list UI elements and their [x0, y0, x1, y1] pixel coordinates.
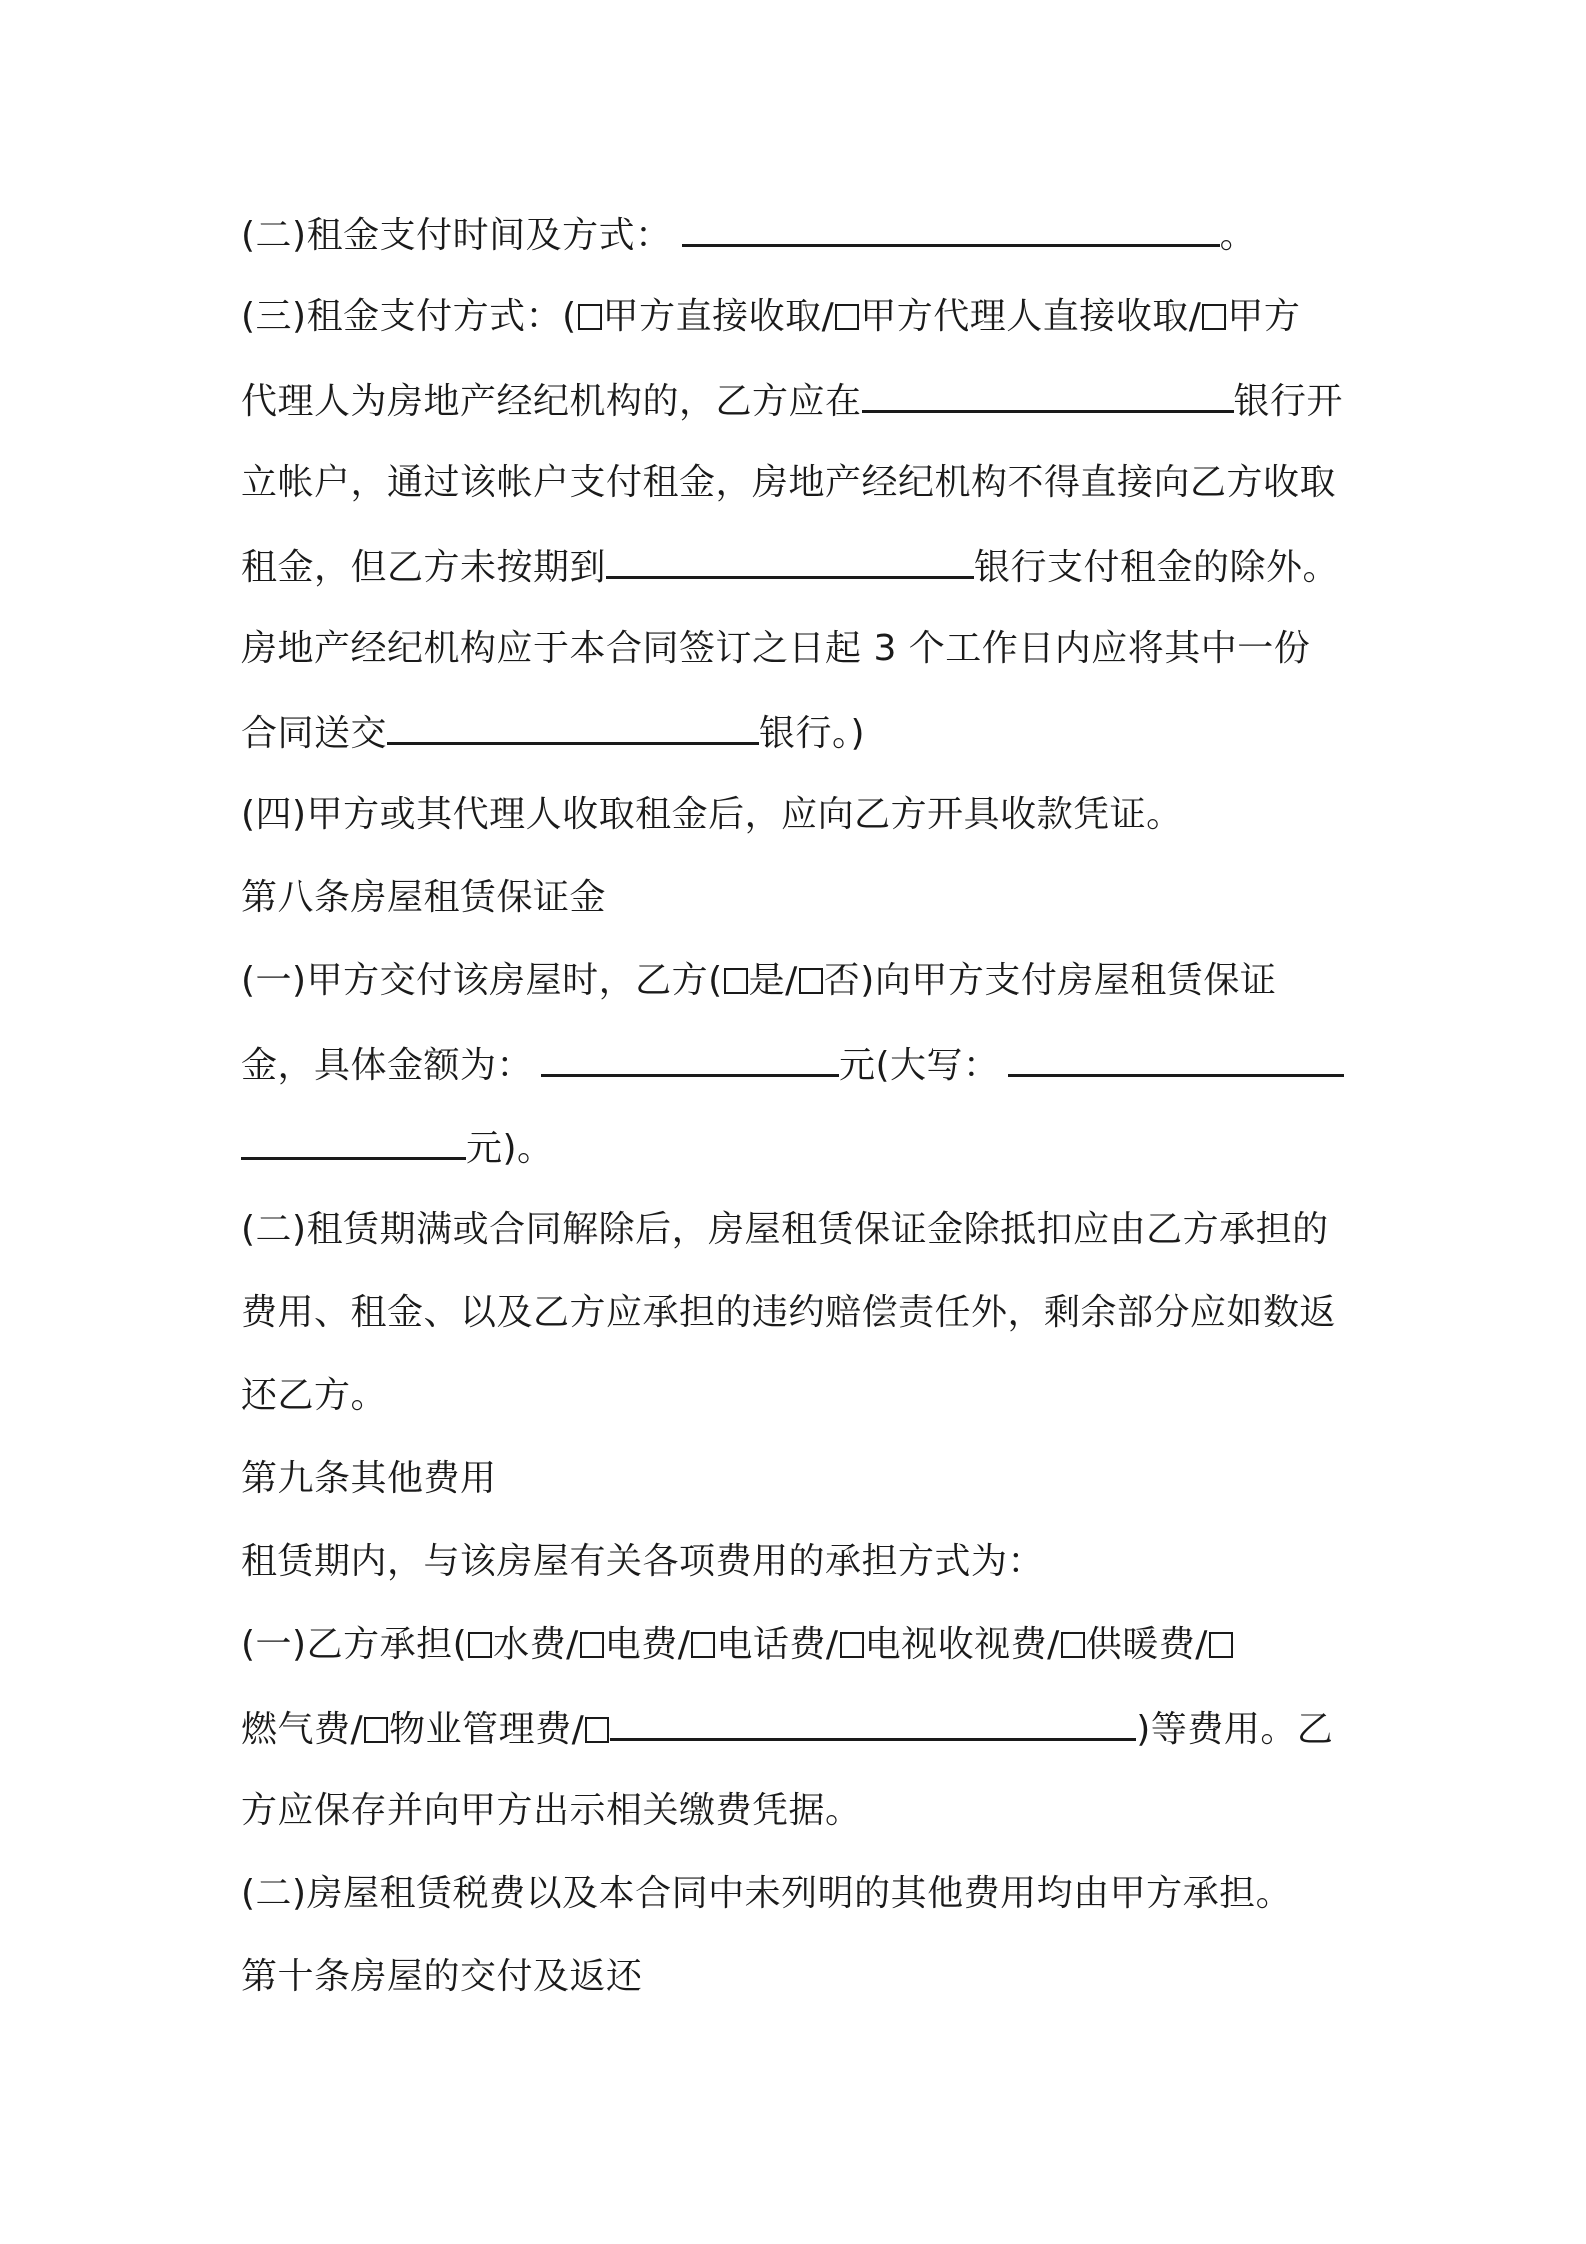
text-span: 方应保存并向甲方出示相关缴费凭据。: [241, 1790, 862, 1831]
fill-in-blank[interactable]: [241, 1123, 466, 1160]
text-line: [241, 791, 1361, 839]
text-span: 第八条房屋租赁保证金: [241, 877, 607, 918]
checkbox[interactable]: [468, 1632, 492, 1658]
text-span: 租赁期内，与该房屋有关各项费用的承担方式为：: [241, 1541, 1045, 1582]
text-line: [241, 1206, 1361, 1254]
text-span: 合同送交: [241, 713, 388, 754]
text-span: 还乙方。: [241, 1375, 388, 1416]
text-span: 燃气费/: [241, 1709, 364, 1750]
text-span: (四)甲方或其代理人收取租金后，应向乙方开具收款凭证。: [241, 794, 1183, 835]
checkbox[interactable]: [799, 968, 823, 994]
fill-in-blank[interactable]: [610, 1704, 1136, 1741]
fill-in-blank[interactable]: [862, 376, 1234, 413]
text-span: 银行。): [759, 713, 866, 754]
text-line: [241, 1123, 1361, 1173]
text-line: [241, 459, 1361, 507]
text-line: [241, 957, 1361, 1005]
text-span: 金，具体金额为：: [241, 1045, 534, 1086]
text-span: (三)租金支付方式：(: [241, 296, 577, 337]
checkbox[interactable]: [691, 1632, 715, 1658]
text-span: (二)租赁期满或合同解除后，房屋租赁保证金除抵扣应由乙方承担的: [241, 1209, 1329, 1250]
text-span: 费用、租金、以及乙方应承担的违约赔偿责任外，剩余部分应如数返: [241, 1292, 1337, 1333]
text-span: 立帐户，通过该帐户支付租金，房地产经纪机构不得直接向乙方收取: [241, 462, 1337, 503]
text-span: 水费/: [493, 1624, 579, 1665]
text-line: [241, 1870, 1361, 1918]
fill-in-blank[interactable]: [1008, 1040, 1344, 1077]
text-span: 甲方直接收取/: [602, 296, 835, 337]
text-span: 甲方代理人直接收取/: [860, 296, 1202, 337]
checkbox[interactable]: [1202, 304, 1226, 330]
fill-in-blank[interactable]: [606, 542, 974, 579]
checkbox[interactable]: [724, 968, 748, 994]
checkbox[interactable]: [840, 1632, 864, 1658]
text-span: 第十条房屋的交付及返还: [241, 1956, 643, 1997]
text-line: [241, 542, 1361, 592]
text-span: 租金，但乙方未按期到: [241, 547, 607, 588]
fill-in-blank[interactable]: [682, 210, 1220, 247]
text-line: [241, 1372, 1361, 1420]
text-span: (二)租金支付时间及方式：: [241, 215, 672, 256]
fill-in-blank[interactable]: [387, 708, 759, 745]
text-span: )等费用。乙: [1136, 1709, 1334, 1750]
text-span: 是/: [748, 960, 798, 1001]
text-line: [241, 1040, 1361, 1090]
text-line: [241, 1704, 1361, 1754]
checkbox[interactable]: [364, 1717, 388, 1743]
checkbox[interactable]: [585, 1717, 609, 1743]
text-span: 元)。: [466, 1128, 554, 1169]
text-span: 物业管理费/: [389, 1709, 585, 1750]
text-span: (二)房屋租赁税费以及本合同中未列明的其他费用均由甲方承担。: [241, 1873, 1293, 1914]
text-span: 供暖费/: [1085, 1624, 1208, 1665]
text-span: 房地产经纪机构应于本合同签订之日起 3 个工作日内应将其中一份: [241, 628, 1311, 669]
text-span: 。: [1219, 215, 1257, 256]
checkbox[interactable]: [1061, 1632, 1085, 1658]
text-line: [241, 210, 1361, 260]
checkbox[interactable]: [1209, 1632, 1233, 1658]
text-line: [241, 1787, 1361, 1835]
text-line: [241, 708, 1361, 758]
text-span: 银行支付租金的除外。: [974, 547, 1340, 588]
fill-in-blank[interactable]: [541, 1040, 839, 1077]
section-heading: [241, 874, 1361, 922]
section-heading: [241, 1953, 1361, 2001]
text-span: 甲方: [1227, 296, 1301, 337]
text-span: (一)乙方承担(: [241, 1624, 468, 1665]
text-line: [241, 625, 1361, 673]
text-line: [241, 1621, 1361, 1669]
text-span: 电视收视费/: [864, 1624, 1060, 1665]
text-span: 代理人为房地产经纪机构的，乙方应在: [241, 381, 862, 422]
text-span: 电话费/: [716, 1624, 839, 1665]
text-line: [241, 376, 1361, 426]
text-span: (一)甲方交付该房屋时，乙方(: [241, 960, 723, 1001]
text-span: 银行开: [1233, 381, 1344, 422]
section-heading: [241, 1455, 1361, 1503]
text-line: [241, 293, 1361, 341]
checkbox[interactable]: [835, 304, 859, 330]
text-line: [241, 1289, 1361, 1337]
text-line: [241, 1538, 1361, 1586]
text-span: 电费/: [604, 1624, 691, 1665]
text-span: 否)向甲方支付房屋租赁保证: [823, 960, 1277, 1001]
checkbox[interactable]: [580, 1632, 604, 1658]
text-span: 第九条其他费用: [241, 1458, 497, 1499]
checkbox[interactable]: [578, 304, 602, 330]
text-span: 元(大写：: [839, 1045, 1000, 1086]
